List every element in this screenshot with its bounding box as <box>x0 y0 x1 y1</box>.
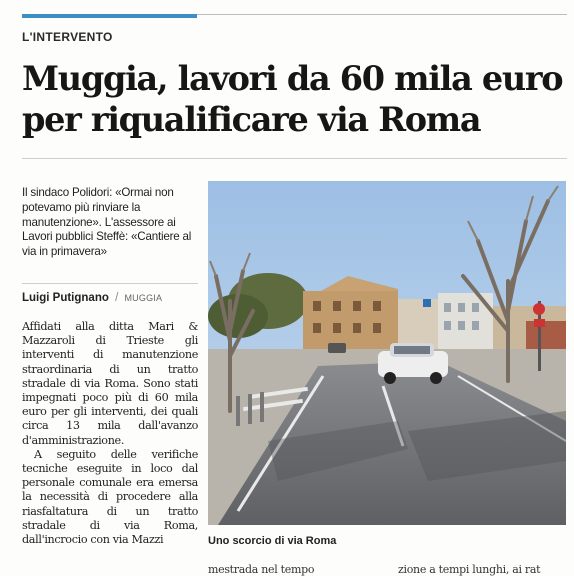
headline-line-1: Muggia, lavori da 60 mila euro <box>22 59 563 98</box>
article-body <box>22 320 198 547</box>
headline-line-2: per riqualificare via Roma <box>22 100 481 139</box>
street-photo-illustration <box>208 181 566 525</box>
article-summary: Il sindaco Polidori: «Ormai non potevamo più rinviare la manutenzione». L'assessore ai Lavori pubblici Steffè: «Cantiere al via in primavera» <box>22 186 192 259</box>
headline <box>22 58 570 140</box>
author-name: Luigi Putignano <box>22 292 109 304</box>
section-kicker: L'INTERVENTO <box>22 30 113 44</box>
third-column-cutoff-text: zione a tempi lunghi, ai rat <box>398 563 541 576</box>
body-paragraph-1: Affidati alla ditta Mari & Mazzaroli di Trieste gli interventi di manutenzione straordinaria di un tratto stradale di via Roma. Sono stati impegnati poco più di 60 mila euro per gli interventi, dei quali circa 13 mila dall'avanzo d'amministrazione. <box>22 320 198 447</box>
byline <box>22 292 162 304</box>
dateline-location: MUGGIA <box>124 293 163 303</box>
section-accent-bar <box>22 14 197 18</box>
summary-divider <box>22 283 198 284</box>
next-column-cutoff-text: mestrada nel tempo <box>208 563 315 576</box>
photo-caption: Uno scorcio di via Roma <box>208 535 337 547</box>
byline-separator: / <box>115 292 119 304</box>
body-paragraph-2: A seguito delle verifiche tecniche eseguite in loco dal personale comunale era emersa la necessità di procedere alla riasfaltatura di un tratto stradale di via Roma, dall'incrocio con via Mazzi <box>22 447 198 547</box>
headline-divider <box>22 158 567 159</box>
street-photo <box>208 181 566 525</box>
